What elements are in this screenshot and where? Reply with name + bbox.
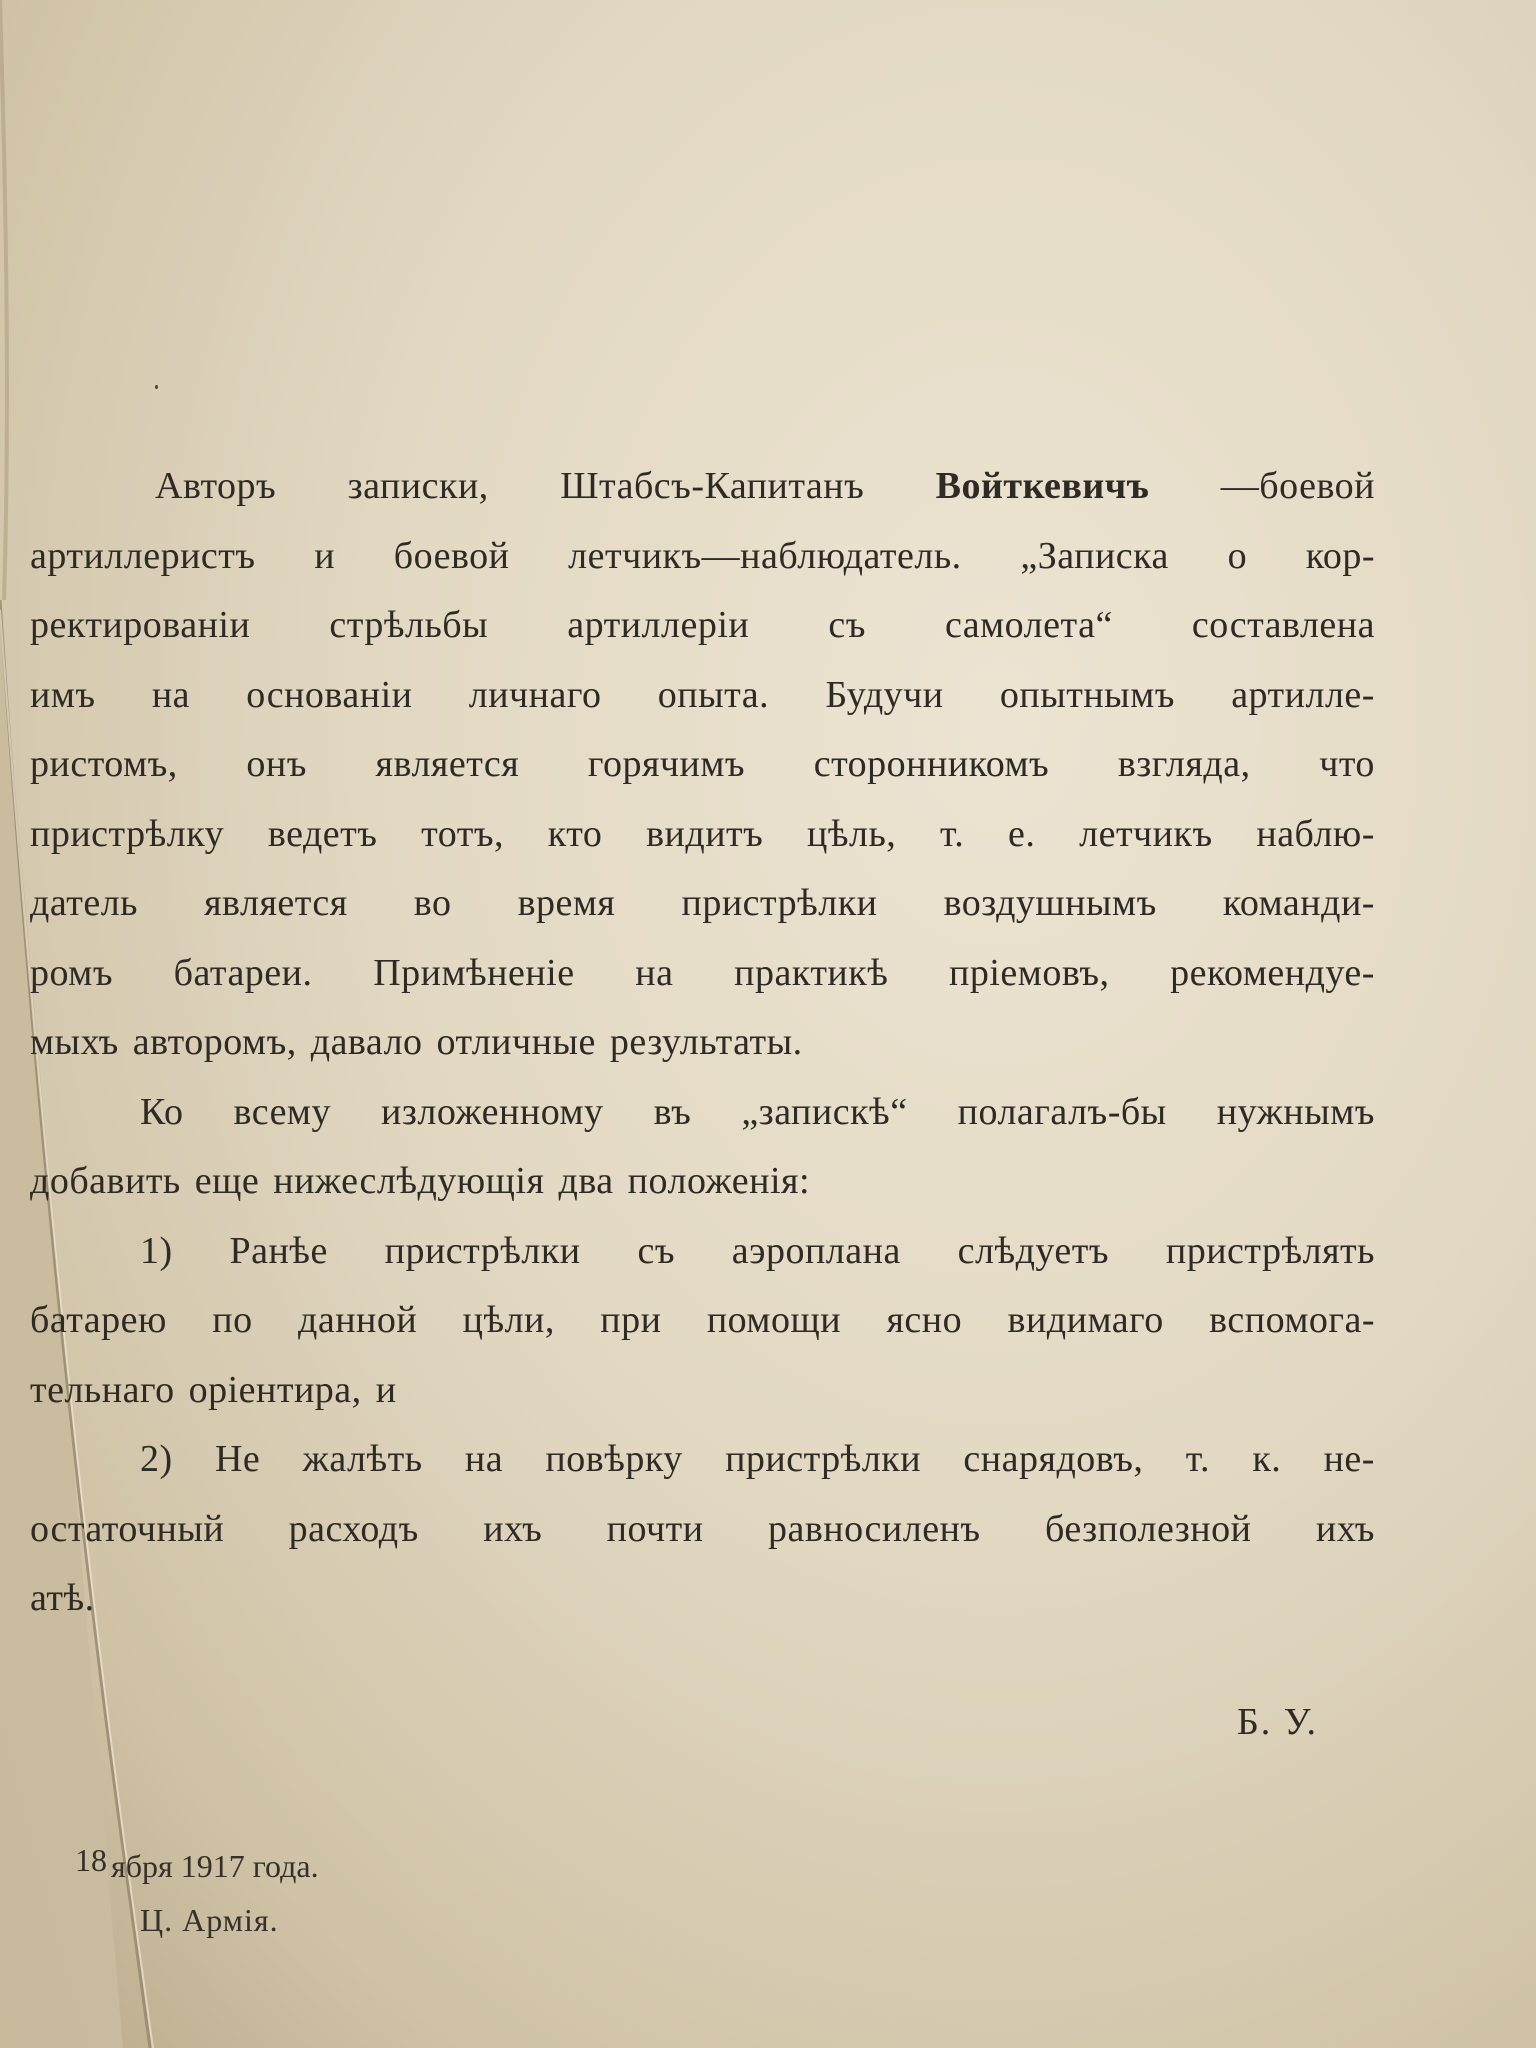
text-line [30,1286,1375,1356]
word: по [212,1299,253,1341]
text-line [30,1078,1375,1148]
word: пристрѣлять [1165,1229,1375,1272]
word: и [375,1368,397,1411]
word: данной [298,1299,418,1341]
word: команди- [1222,882,1375,924]
word: т. [940,812,965,855]
word: вспомога- [1209,1299,1375,1341]
paragraph-1 [30,452,1375,1078]
text-line [30,939,1375,1009]
word: летчикъ—наблюдатель. [568,534,962,577]
word: артиллеріи [567,604,750,646]
word: атѣ. [30,1577,95,1619]
word: личнаго [468,673,602,716]
text-line [30,452,1375,522]
word: при [600,1299,662,1341]
word: пристрѣлки [681,882,878,924]
word: ристомъ, [30,743,178,785]
word: нижеслѣдующія [273,1160,545,1202]
word: основаніи [246,673,413,716]
word: Будучи [825,673,944,716]
word: опытнымъ [999,673,1175,716]
text-line [30,1147,1375,1217]
word: въ [653,1090,692,1133]
word: добавить [30,1160,181,1202]
word: ихъ [483,1507,543,1550]
word: рекомендуе- [1170,951,1375,994]
body-text [30,452,1375,1634]
word: результаты. [609,1021,803,1063]
word: Примѣненіе [373,951,575,994]
word: пристрѣлку [30,812,225,855]
word: пріемовъ, [949,951,1110,994]
word: видитъ [646,812,764,855]
word: 2) [140,1438,173,1480]
word: т. [1185,1438,1210,1480]
word: съ [828,604,866,646]
word: Штабсъ-Капитанъ [560,465,865,507]
word: датель [30,882,138,924]
word: не- [1323,1438,1375,1480]
word: ихъ [1315,1507,1375,1550]
text-line [30,1356,1375,1426]
word: кто [547,812,603,855]
word: равносиленъ [767,1507,981,1550]
word: и [314,534,336,577]
word: нужнымъ [1216,1090,1375,1133]
word: изложенному [381,1090,604,1133]
word: видимаго [1007,1299,1164,1341]
text-line [30,800,1375,870]
word: горячимъ [587,743,746,785]
word: ромъ [30,951,113,994]
word: ведетъ [267,812,378,855]
word: является [375,743,520,785]
word: записки, [347,465,489,507]
text-line [30,1008,1375,1078]
word: на [151,673,191,716]
word: пристрѣлки [384,1229,581,1272]
ink-speck [155,385,158,389]
word: ректированіи [30,604,251,646]
word: Авторъ [155,465,277,507]
word: безполезной [1044,1507,1252,1550]
paragraph-2 [30,1078,1375,1217]
word: воздушнымъ [943,882,1157,924]
word: 1) [140,1229,173,1272]
word: почти [606,1507,704,1550]
word: является [204,882,348,924]
text-line [30,522,1375,592]
word: слѣдуетъ [957,1229,1110,1272]
word: боевой [393,534,510,577]
word: аэроплана [731,1229,901,1272]
word: Войткевичъ [935,465,1150,507]
word: „запискѣ“ [741,1090,908,1133]
word: стрѣльбы [329,604,489,646]
word: во [413,882,452,924]
word: пристрѣлки [725,1438,922,1480]
word: цѣли, [462,1299,555,1341]
word: расходъ [288,1507,419,1550]
date-day: 18 [75,1842,107,1878]
word: полагалъ-бы [957,1090,1167,1133]
word: повѣрку [545,1438,683,1480]
date-rest: ября 1917 года. [111,1848,319,1884]
word: к. [1252,1438,1282,1480]
word: батарею [30,1299,167,1341]
word: Не [214,1438,261,1480]
word: кор- [1305,534,1375,577]
signature-initials: Б. У. [1236,1701,1318,1743]
text-line [30,869,1375,939]
word: оріентира, [188,1368,362,1411]
word: еще [194,1160,260,1202]
word: всему [233,1090,331,1133]
date-line [75,1842,319,1885]
word: „Записка [1020,534,1169,577]
paragraph-4 [30,1425,1375,1634]
word: авторомъ, [132,1021,297,1063]
word: имъ [30,673,96,716]
word: сторонникомъ [813,743,1050,785]
word: на [635,951,674,994]
army-line: Ц. Армія. [140,1902,279,1938]
word: два [558,1160,614,1202]
word: о [1227,534,1248,577]
word: Ранѣе [229,1229,328,1272]
word: снарядовъ, [963,1438,1144,1480]
word: отличные [436,1021,596,1063]
word: артиллеристъ [30,534,256,577]
word: тельнаго [30,1368,175,1411]
word: помощи [706,1299,842,1341]
text-line [30,1217,1375,1287]
word: батареи. [173,951,313,994]
word: на [464,1438,504,1480]
word: е. [1008,812,1036,855]
word: цѣль, [807,812,897,855]
text-line [30,1564,1375,1634]
text-line [30,1425,1375,1495]
word: онъ [246,743,307,785]
word: ясно [886,1299,963,1341]
word: положенія: [627,1160,811,1202]
word: самолета“ [944,604,1113,646]
word: практикѣ [734,951,889,994]
word: давало [310,1021,423,1063]
paragraph-3 [30,1217,1375,1426]
word: что [1319,743,1375,785]
word: опыта. [657,673,770,716]
text-line [30,730,1375,800]
word: остаточный [30,1507,225,1550]
word: наблю- [1256,812,1375,855]
word: артилле- [1231,673,1375,716]
word: жалѣть [302,1438,423,1480]
word: Ко [140,1090,184,1133]
word: съ [637,1229,675,1272]
word: тотъ, [421,812,505,855]
text-line [30,661,1375,731]
word: —боевой [1220,465,1375,507]
word: летчикъ [1079,812,1213,855]
word: составлена [1191,604,1375,646]
word: время [517,882,616,924]
text-line [30,591,1375,661]
word: взгляда, [1117,743,1251,785]
text-line [30,1495,1375,1565]
word: мыхъ [30,1021,119,1063]
